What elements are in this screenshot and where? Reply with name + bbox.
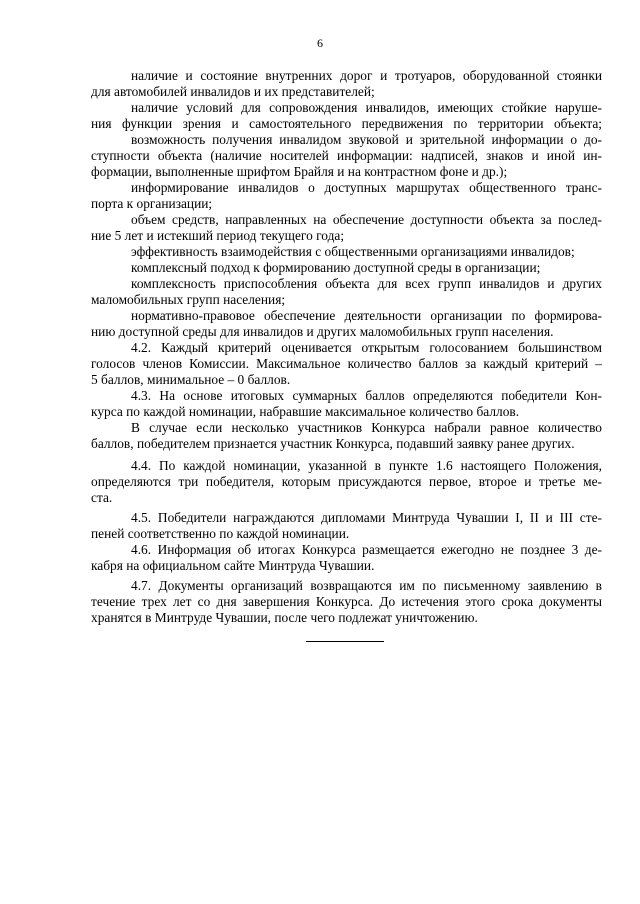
text-line: 4.2. Каждый критерий оценивается открытым голосованием большинством — [131, 340, 602, 355]
text-line: формации, выполненные шрифтом Брайля и на контрастном фоне и др.); — [91, 164, 508, 179]
text-line: наличие условий для сопровождения инвалидов, имеющих стойкие наруше- — [131, 100, 602, 115]
text-line: голосов членов Комиссии. Максимальное количество баллов за каждый критерий – — [91, 356, 602, 371]
text-line: ние 5 лет и истекший период текущего года; — [91, 228, 345, 243]
text-line: пеней соответственно по каждой номинации. — [91, 526, 350, 541]
text-line: определяются три победителя, которым присуждаются первое, второе и третье ме- — [91, 474, 602, 489]
text-line: 4.5. Победители награждаются дипломами Минтруда Чувашии I, II и III сте- — [131, 510, 602, 525]
text-line: наличие и состояние внутренних дорог и тротуаров, оборудованной стоянки — [131, 68, 602, 83]
text-line: В случае если несколько участников Конкурса набрали равное количество — [131, 420, 602, 435]
separator-line — [306, 641, 384, 642]
text-line: для автомобилей инвалидов и их представителей; — [91, 84, 375, 99]
text-line: порта к организации; — [91, 196, 213, 211]
text-line: комплексный подход к формированию доступной среды в организации; — [131, 260, 541, 275]
text-line: течение трех лет со дня завершения Конкурса. До истечения этого срока документы — [91, 594, 602, 609]
text-line: эффективность взаимодействия с общественными организациями инвалидов; — [131, 244, 575, 259]
text-line: ста. — [91, 490, 113, 505]
text-line: 4.3. На основе итоговых суммарных баллов определяются победители Кон- — [131, 388, 602, 403]
text-line: информирование инвалидов о доступных маршрутах общественного транс- — [131, 180, 602, 195]
text-line: 4.7. Документы организаций возвращаются им по письменному заявлению в — [131, 578, 602, 593]
text-line: ния функции зрения и самостоятельного передвижения по территории объекта; — [91, 116, 602, 131]
text-line: комплексность приспособления объекта для всех групп инвалидов и других — [131, 276, 602, 291]
text-line: нормативно-правовое обеспечение деятельности организации по формирова- — [131, 308, 602, 323]
text-line: ступности объекта (наличие носителей информации: надписей, знаков и иной ин- — [91, 148, 602, 163]
text-line: курса по каждой номинации, набравшие максимальное количество баллов. — [91, 404, 520, 419]
page-number: 6 — [317, 36, 323, 50]
text-line: объем средств, направленных на обеспечение доступности объекта за послед- — [131, 212, 602, 227]
text-line: возможность получения инвалидом звуковой и зрительной информации о до- — [131, 132, 602, 147]
text-line: нию доступной среды для инвалидов и других маломобильных групп населения. — [91, 324, 554, 339]
text-line: маломобильных групп населения; — [91, 292, 286, 307]
text-line: 4.4. По каждой номинации, указанной в пункте 1.6 настоящего Положения, — [131, 458, 602, 473]
text-line: баллов, победителем признается участник Конкурса, подавший заявку ранее других. — [91, 436, 575, 451]
text-line: 4.6. Информация об итогах Конкурса размещается ежегодно не позднее 3 де- — [131, 542, 602, 557]
text-line: 5 баллов, минимальное – 0 баллов. — [91, 372, 291, 387]
text-line: кабря на официальном сайте Минтруда Чувашии. — [91, 558, 375, 573]
text-line: хранятся в Минтруде Чувашии, после чего подлежат уничтожению. — [91, 610, 478, 625]
